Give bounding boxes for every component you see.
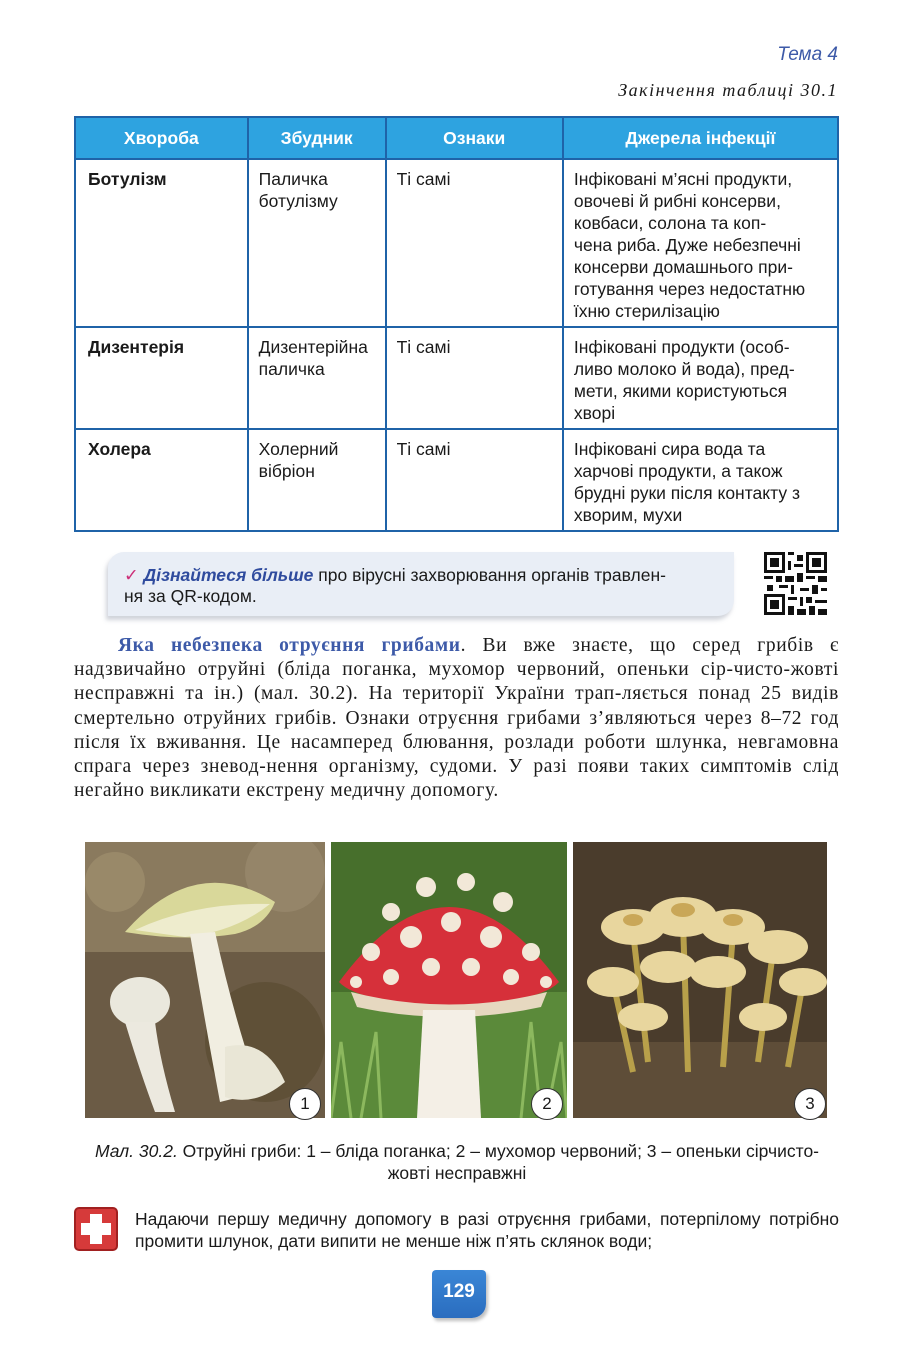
table-row	[75, 429, 838, 531]
figure-badge-1: 1	[289, 1088, 321, 1120]
agent-cell: Дизентерійна паличка	[248, 327, 386, 429]
disease-cell: Холера	[75, 429, 248, 531]
sources-cell: Інфіковані продукти (особ- ливо молоко й вода), пред- мети, якими користуються хворі	[563, 327, 838, 429]
photo-death-cap	[85, 842, 325, 1118]
learn-more-box	[108, 552, 734, 616]
body-paragraph	[74, 634, 839, 803]
learn-more-emphasis: Дізнайтеся більше	[143, 565, 314, 585]
learn-more-body: про вірусні захворювання органів травлен- ня за QR-кодом.	[124, 565, 666, 606]
topic-label: Тема 4	[777, 44, 838, 65]
caption-text: Отруйні гриби: 1 – бліда поганка; 2 – мухомор червоний; 3 – опеньки сірчисто-жовті несправжні	[177, 1141, 820, 1183]
column-header: Хвороба	[75, 117, 248, 159]
photo-sulphur-tuft	[573, 842, 827, 1118]
disease-cell: Ботулізм	[75, 159, 248, 327]
table-row	[75, 327, 838, 429]
photo-fly-agaric	[331, 842, 567, 1118]
column-header: Збудник	[248, 117, 386, 159]
checkmark-icon: ✓	[124, 565, 139, 585]
signs-cell: Ті самі	[386, 429, 563, 531]
agent-cell: Паличка ботулізму	[248, 159, 386, 327]
sources-cell: Інфіковані м’ясні продукти, овочеві й рибні консерви, ковбаси, солона та коп- чена риба. Дуже небезпечні консерви домашнього при- готування через недостатню їхню стерилізацію	[563, 159, 838, 327]
learn-more-text	[124, 565, 724, 607]
first-aid-icon	[74, 1207, 118, 1251]
section-heading: Яка небезпека отруєння грибами	[118, 635, 461, 656]
signs-cell: Ті самі	[386, 159, 563, 327]
caption-label: Мал. 30.2.	[94, 1141, 178, 1161]
figure-badge-3: 3	[794, 1088, 826, 1120]
sources-cell: Інфіковані сира вода та харчові продукти, а також брудні руки після контакту з хворим, мухи	[563, 429, 838, 531]
signs-cell: Ті самі	[386, 327, 563, 429]
disease-cell: Дизентерія	[75, 327, 248, 429]
column-header: Джерела інфекції	[563, 117, 838, 159]
figure-caption	[80, 1140, 834, 1184]
disease-table	[74, 116, 839, 532]
figure-badge-2: 2	[531, 1088, 563, 1120]
qr-code-icon[interactable]	[764, 552, 827, 615]
table-row	[75, 159, 838, 327]
page-number: 129	[432, 1270, 486, 1318]
first-aid-text: Надаючи першу медичну допомогу в разі отруєння грибами, потерпілому потрібно промити шлунок, дати випити не менше ніж п’ять склянок води;	[135, 1209, 839, 1251]
column-header: Ознаки	[386, 117, 563, 159]
agent-cell: Холерний вібріон	[248, 429, 386, 531]
table-continuation-note: Закінчення таблиці 30.1	[618, 80, 838, 100]
body-text: . Ви вже знаєте, що серед грибів є надзвичайно отруйні (бліда поганка, мухомор червоний, опеньки сір-чисто-жовті несправжні та ін.) (мал. 30.2). На території України трап-ляється понад 25 видів смертельно отруйних грибів. Ознаки отруєння грибами з’являються через 8–72 год після їх вживання. Це насамперед блювання, розлади роботи шлунка, невгамовна спрага через зневод-нення організму, судоми. У разі появи таких симптомів слід негайно викликати екстрену медичну допомогу.	[74, 635, 839, 802]
table-header-row	[75, 117, 838, 159]
